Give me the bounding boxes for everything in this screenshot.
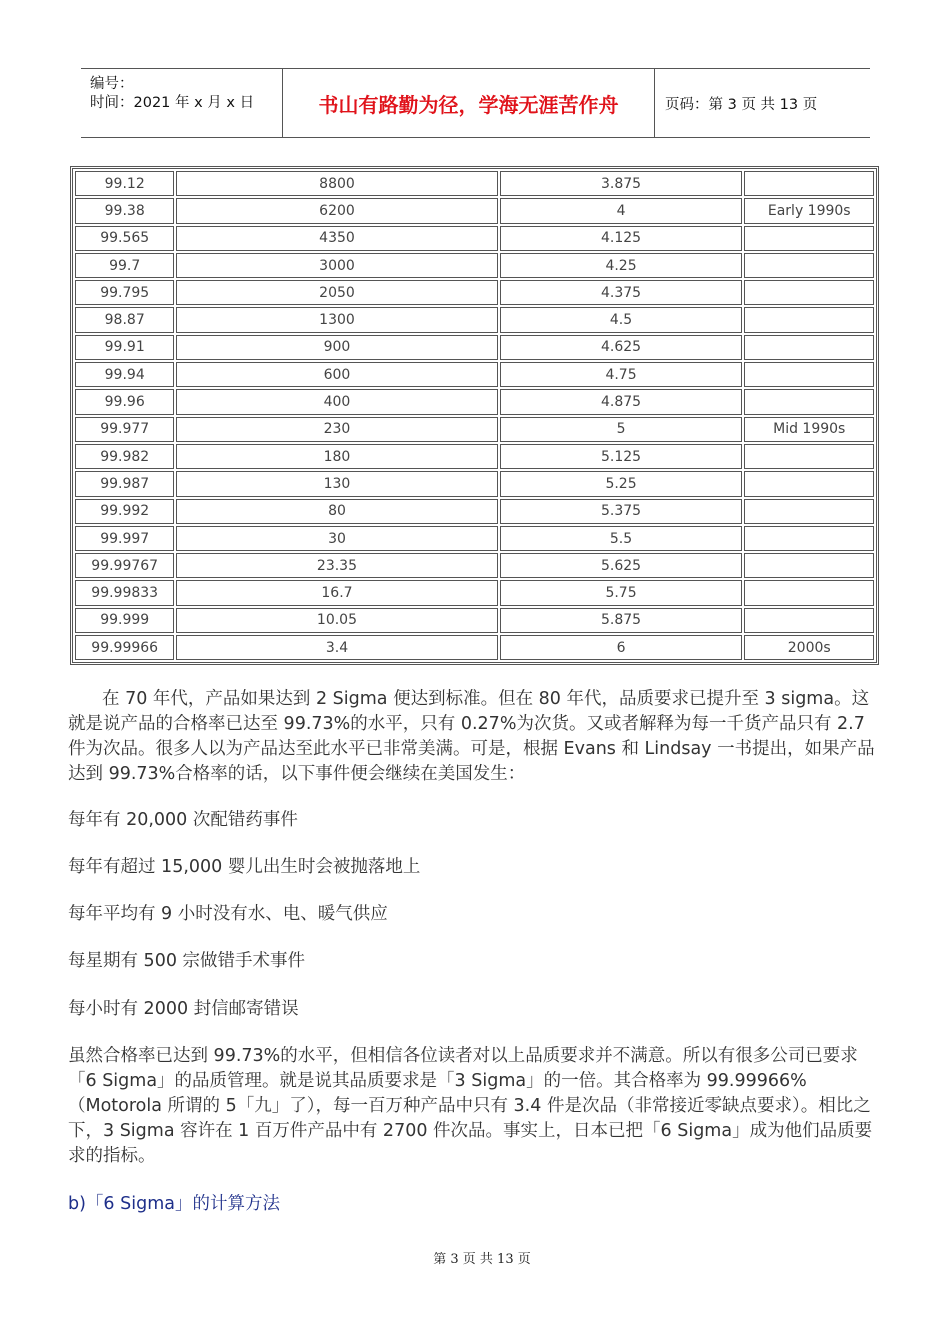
list-item: 每小时有 2000 封信邮寄错误	[68, 999, 299, 1019]
table-cell: 5.625	[500, 553, 743, 578]
table-row	[75, 608, 874, 633]
table-cell: 5.25	[500, 471, 743, 496]
table-row	[75, 307, 874, 332]
table-cell: 3.4	[176, 635, 497, 660]
table-cell	[744, 553, 874, 578]
table-cell	[744, 253, 874, 278]
paragraph-intro: 在 70 年代，产品如果达到 2 Sigma 便达到标准。但在 80 年代，品质要求已提升至 3 sigma。这就是说产品的合格率已达至 99.73%的水平，只有 0.27%为次货。又或者解释为每一千货产品只有 2.7 件为次品。很多人以为产品达至此水平已非常美满。可是，根据 Evans 和 Lindsay 一书提出，如果产品达到 99.73%合格率的话，以下事件便会继续在美国发生：	[68, 689, 875, 784]
table-cell: 99.795	[75, 280, 174, 305]
list-item: 每年有超过 15,000 婴儿出生时会被抛落地上	[68, 857, 421, 877]
table-cell	[744, 471, 874, 496]
table-cell: Early 1990s	[744, 198, 874, 223]
table-cell: Mid 1990s	[744, 417, 874, 442]
table-cell: 99.987	[75, 471, 174, 496]
table-row	[75, 171, 874, 196]
table-cell	[744, 362, 874, 387]
table-cell: 99.99767	[75, 553, 174, 578]
table-cell: 5.125	[500, 444, 743, 469]
table-cell	[744, 335, 874, 360]
table-cell: 3000	[176, 253, 497, 278]
table-cell: 5.75	[500, 580, 743, 605]
list-item: 每年有 20,000 次配错药事件	[68, 810, 298, 830]
table-cell: 99.565	[75, 226, 174, 251]
table-cell	[744, 526, 874, 551]
table-cell: 4.5	[500, 307, 743, 332]
table-cell	[744, 226, 874, 251]
table-row	[75, 389, 874, 414]
table-cell: 4.125	[500, 226, 743, 251]
table-cell: 5.375	[500, 499, 743, 524]
table-cell: 23.35	[176, 553, 497, 578]
table-cell: 99.12	[75, 171, 174, 196]
table-cell: 99.977	[75, 417, 174, 442]
table-row	[75, 499, 874, 524]
table-cell: 900	[176, 335, 497, 360]
table-cell: 99.91	[75, 335, 174, 360]
table-cell: 30	[176, 526, 497, 551]
table-cell: 4.25	[500, 253, 743, 278]
table-cell	[744, 280, 874, 305]
table-cell: 10.05	[176, 608, 497, 633]
table-cell: 5	[500, 417, 743, 442]
list-item: 每星期有 500 宗做错手术事件	[68, 951, 306, 971]
table-cell: 4.75	[500, 362, 743, 387]
page-header	[81, 68, 870, 138]
table-cell	[744, 499, 874, 524]
table-row	[75, 471, 874, 496]
table-row	[75, 635, 874, 660]
header-time-label: 时间：2021 年 x 月 x 日	[90, 95, 255, 111]
table-row	[75, 226, 874, 251]
table-cell: 1300	[176, 307, 497, 332]
table-cell: 4	[500, 198, 743, 223]
table-row	[75, 417, 874, 442]
table-cell: 99.94	[75, 362, 174, 387]
table-cell: 99.99966	[75, 635, 174, 660]
section-subheading: b)「6 Sigma」的计算方法	[68, 1194, 280, 1214]
paragraph-six-sigma: 虽然合格率已达到 99.73%的水平，但相信各位读者对以上品质要求并不满意。所以有很多公司已要求「6 Sigma」的品质管理。就是说其品质要求是「3 Sigma」的一倍。其合格率为 99.99966%（Motorola 所谓的 5「九」了），每一百万种产品中只有 3.4 件是次品（非常接近零缺点要求）。相比之下，3 Sigma 容许在 1 百万件产品中有 2700 件次品。事实上，日本已把「6 Sigma」成为他们品质要求的指标。	[68, 1046, 873, 1166]
table-cell: 98.87	[75, 307, 174, 332]
table-row	[75, 335, 874, 360]
table-cell: 6	[500, 635, 743, 660]
table-cell	[744, 307, 874, 332]
table-cell	[744, 608, 874, 633]
table-cell: 99.997	[75, 526, 174, 551]
table-cell	[744, 444, 874, 469]
header-number-label: 编号：	[90, 76, 134, 92]
table-cell: 3.875	[500, 171, 743, 196]
table-cell: 4.625	[500, 335, 743, 360]
table-cell: 80	[176, 499, 497, 524]
table-cell: 4.875	[500, 389, 743, 414]
table-row	[75, 280, 874, 305]
table-row	[75, 553, 874, 578]
table-row	[75, 580, 874, 605]
header-info-cell	[81, 69, 283, 137]
table-cell: 600	[176, 362, 497, 387]
table-cell: 2050	[176, 280, 497, 305]
table-cell: 99.7	[75, 253, 174, 278]
table-cell: 99.99833	[75, 580, 174, 605]
table-cell	[744, 171, 874, 196]
table-cell	[744, 580, 874, 605]
table-cell: 16.7	[176, 580, 497, 605]
table-cell: 99.96	[75, 389, 174, 414]
table-cell: 99.999	[75, 608, 174, 633]
table-cell: 6200	[176, 198, 497, 223]
table-row	[75, 444, 874, 469]
sigma-data-table	[70, 166, 879, 665]
table-cell	[744, 389, 874, 414]
table-cell: 180	[176, 444, 497, 469]
table-cell: 130	[176, 471, 497, 496]
table-cell: 230	[176, 417, 497, 442]
table-cell: 5.875	[500, 608, 743, 633]
table-cell: 5.5	[500, 526, 743, 551]
table-cell: 99.992	[75, 499, 174, 524]
table-cell: 2000s	[744, 635, 874, 660]
list-item: 每年平均有 9 小时没有水、电、暖气供应	[68, 904, 388, 924]
table-row	[75, 198, 874, 223]
table-cell: 400	[176, 389, 497, 414]
page-footer: 第 3 页 共 13 页	[433, 1252, 531, 1267]
table-row	[75, 253, 874, 278]
table-cell: 99.982	[75, 444, 174, 469]
header-page-label: 页码：第 3 页 共 13 页	[665, 96, 818, 113]
table-cell: 99.38	[75, 198, 174, 223]
table-row	[75, 526, 874, 551]
table-cell: 8800	[176, 171, 497, 196]
table-cell: 4350	[176, 226, 497, 251]
header-motto: 书山有路勤为径，学海无涯苦作舟	[283, 69, 655, 137]
table-cell: 4.375	[500, 280, 743, 305]
table-body	[75, 171, 874, 660]
table-row	[75, 362, 874, 387]
